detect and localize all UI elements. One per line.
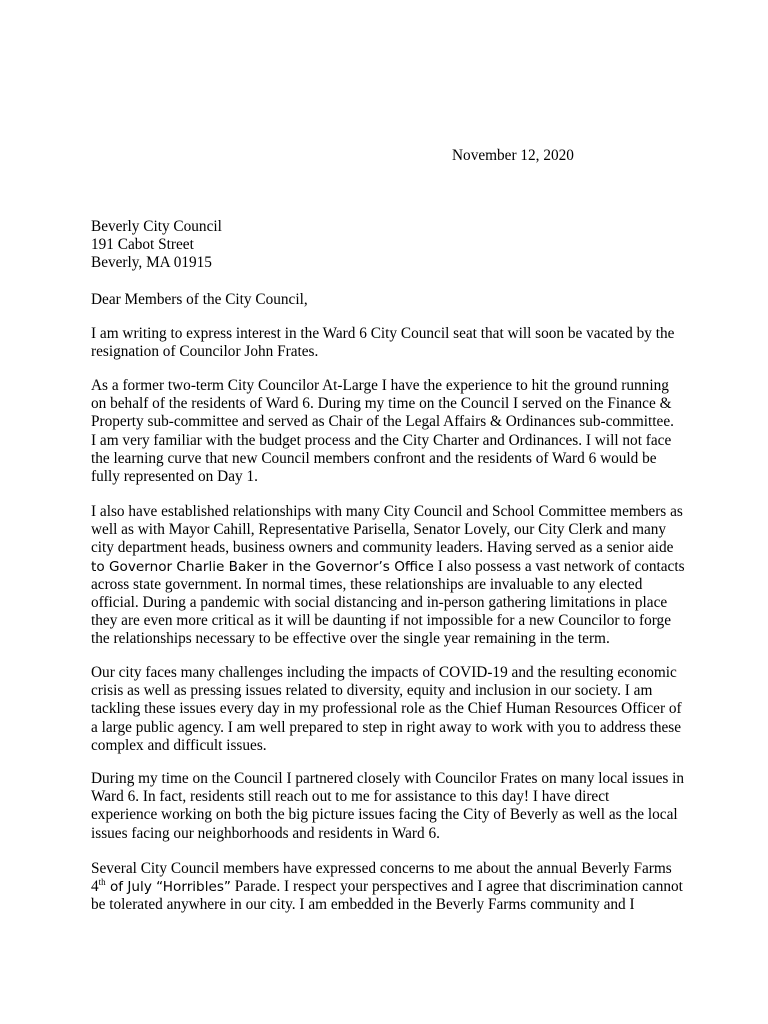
paragraph-line: experience working on both the big picture issues facing the City of Beverly as well as the local <box>91 806 678 824</box>
paragraph-1 <box>91 325 691 361</box>
paragraph-line: issues facing our neighborhoods and residents in Ward 6. <box>91 824 440 842</box>
letter-date: November 12, 2020 <box>452 147 574 164</box>
paragraph-line: As a former two-term City Councilor At-Large I have the experience to hit the ground running <box>91 377 669 394</box>
paragraph-line-rest: I also possess a vast network of contacts <box>433 557 685 575</box>
paragraph-line: they are even more critical as it will be daunting if not impossible for a new Councilor to forge <box>91 612 671 630</box>
salutation <box>91 291 691 309</box>
paragraph-line: be tolerated anywhere in our city. I am embedded in the Beverly Farms community and I <box>91 896 635 914</box>
paragraph-6 <box>91 860 691 915</box>
paragraph-line: I also have established relationships with many City Council and School Committee members as <box>91 503 683 520</box>
paragraph-line: tackling these issues every day in my professional role as the Chief Human Resources Officer of <box>91 700 682 718</box>
paragraph-line: the learning curve that new Council members confront and the residents of Ward 6 would be <box>91 449 657 467</box>
paragraph-line: a large public agency. I am well prepared to step in right away to work with you to address these <box>91 718 682 736</box>
paragraph-line: I am writing to express interest in the Ward 6 City Council seat that will soon be vacated by the <box>91 325 675 342</box>
paragraph-line: complex and difficult issues. <box>91 736 267 754</box>
salutation-text: Dear Members of the City Council, <box>91 291 308 308</box>
ordinal-number: 4 <box>91 878 99 896</box>
paragraph-line: Ward 6. In fact, residents still reach out to me for assistance to this day! I have direct <box>91 788 610 806</box>
paragraph-line <box>91 558 691 576</box>
paragraph-line: on behalf of the residents of Ward 6. During my time on the Council I served on the Finance & <box>91 395 672 413</box>
recipient-line: Beverly, MA 01915 <box>91 254 212 272</box>
paragraph-line: Several City Council members have expressed concerns to me about the annual Beverly Farms <box>91 860 672 877</box>
ordinal-suffix: th <box>98 877 106 888</box>
paragraph-line: across state government. In normal times, these relationships are invaluable to any elected <box>91 575 643 593</box>
paragraph-line-rest: Parade. I respect your perspectives and I agree that discrimination cannot <box>230 878 683 896</box>
paragraph-5 <box>91 770 691 843</box>
paragraph-line: I am very familiar with the budget process and the City Charter and Ordinances. I will not face <box>91 431 672 449</box>
paragraph-3 <box>91 503 691 649</box>
recipient-line: Beverly City Council <box>91 218 222 235</box>
governor-office-text: to Governor Charlie Baker in the Governor’s Office <box>91 558 434 575</box>
paragraph-line: Property sub-committee and served as Chair of the Legal Affairs & Ordinances sub-committee. <box>91 413 674 431</box>
paragraph-line <box>91 878 691 896</box>
horribles-text: of July “Horribles” <box>105 879 231 896</box>
paragraph-line: well as with Mayor Cahill, Representative Parisella, Senator Lovely, our City Clerk and many <box>91 521 667 539</box>
paragraph-line: During my time on the Council I partnered closely with Councilor Frates on many local issues in <box>91 770 685 787</box>
paragraph-line: crisis as well as pressing issues related to diversity, equity and inclusion in our society. I am <box>91 682 653 700</box>
paragraph-line: the relationships necessary to be effective over the single year remaining in the term. <box>91 630 610 648</box>
paragraph-2 <box>91 377 691 486</box>
paragraph-4 <box>91 664 691 755</box>
recipient-line: 191 Cabot Street <box>91 236 194 254</box>
recipient-address <box>91 218 691 273</box>
paragraph-line: official. During a pandemic with social distancing and in-person gathering limitations in place <box>91 594 668 612</box>
paragraph-line: Our city faces many challenges including the impacts of COVID-19 and the resulting economic <box>91 664 677 681</box>
paragraph-line: resignation of Councilor John Frates. <box>91 343 319 361</box>
paragraph-line: fully represented on Day 1. <box>91 468 258 486</box>
paragraph-line: city department heads, business owners and community leaders. Having served as a senior aide <box>91 539 674 557</box>
